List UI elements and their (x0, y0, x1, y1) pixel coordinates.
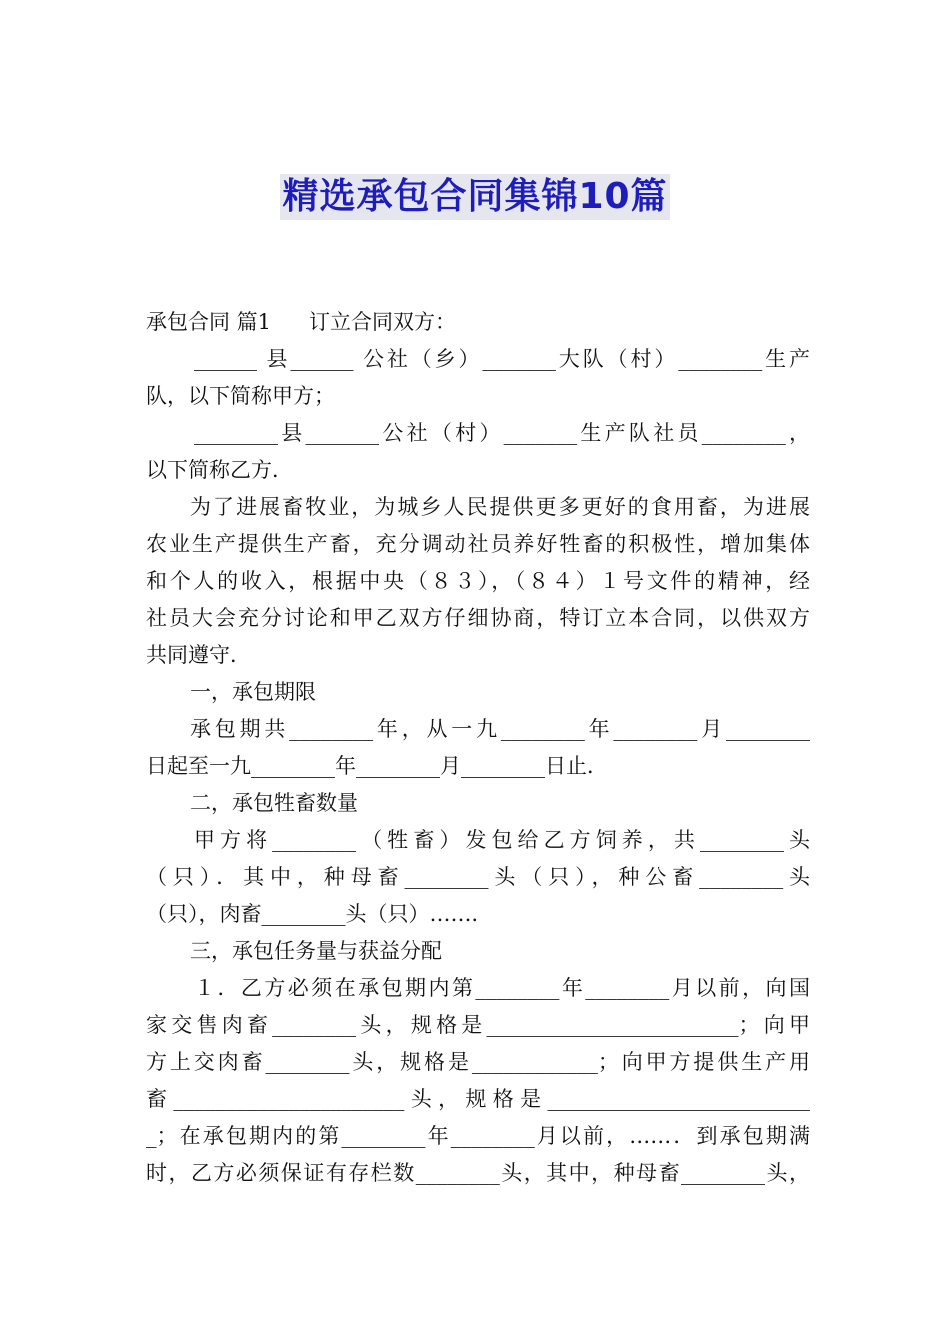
text-line: 方上交肉畜________头，规格是____________；向甲方提供生产用 (146, 1050, 810, 1074)
text-line: ________县_______公社（村）_______生产队社员________， (194, 421, 810, 445)
document-body (146, 304, 810, 1192)
text-line: 农业生产提供生产畜，充分调动社员养好牲畜的积极性，增加集体 (146, 532, 810, 556)
text-line: 一，承包期限 (190, 680, 316, 704)
text-line: ______ 县______ 公社（乡）_______大队（村）________生产 (194, 347, 810, 371)
text-line: 日起至一九________年________月________日止． (146, 754, 608, 778)
title-container (0, 174, 950, 220)
text-line: 为了进展畜牧业，为城乡人民提供更多更好的食用畜，为进展 (190, 495, 810, 519)
text-line: 家交售肉畜________头，规格是________________________；向甲 (146, 1013, 810, 1037)
text-line: 以下简称乙方． (146, 458, 293, 482)
text-line: １．乙方必须在承包期内第________年________月以前，向国 (194, 976, 810, 1000)
text-line: 承包期共________年，从一九________年________月________ (190, 717, 810, 741)
text-line: （只），肉畜________头（只）……． (146, 902, 493, 926)
text-line: 二，承包牲畜数量 (190, 791, 358, 815)
text-line: 和个人的收入，根据中央（８３），（８４）１号文件的精神，经 (146, 569, 810, 593)
text-line: 队，以下简称甲方； (146, 384, 335, 408)
text-line: 三，承包任务量与获益分配 (190, 939, 442, 963)
text-line (146, 304, 810, 341)
section-heading: 承包合同 篇1 (146, 310, 272, 334)
text-line: 甲方将________（牲畜）发包给乙方饲养，共________头 (194, 828, 810, 852)
text-line: （只）．其中，种母畜________头（只），种公畜________头 (146, 865, 810, 889)
text-line: 畜______________________头，规格是_________________________ (146, 1087, 810, 1111)
text-line: _；在承包期内的第________年________月以前，……．到承包期满 (146, 1124, 810, 1148)
text-line: 时，乙方必须保证有存栏数________头，其中，种母畜________头， (146, 1161, 810, 1185)
text-span: 订立合同双方： (309, 310, 457, 334)
text-line: 社员大会充分讨论和甲乙双方仔细协商，特订立本合同，以供双方 (146, 606, 810, 630)
text-line: 共同遵守． (146, 643, 251, 667)
document-title: 精选承包合同集锦10篇 (280, 174, 669, 220)
